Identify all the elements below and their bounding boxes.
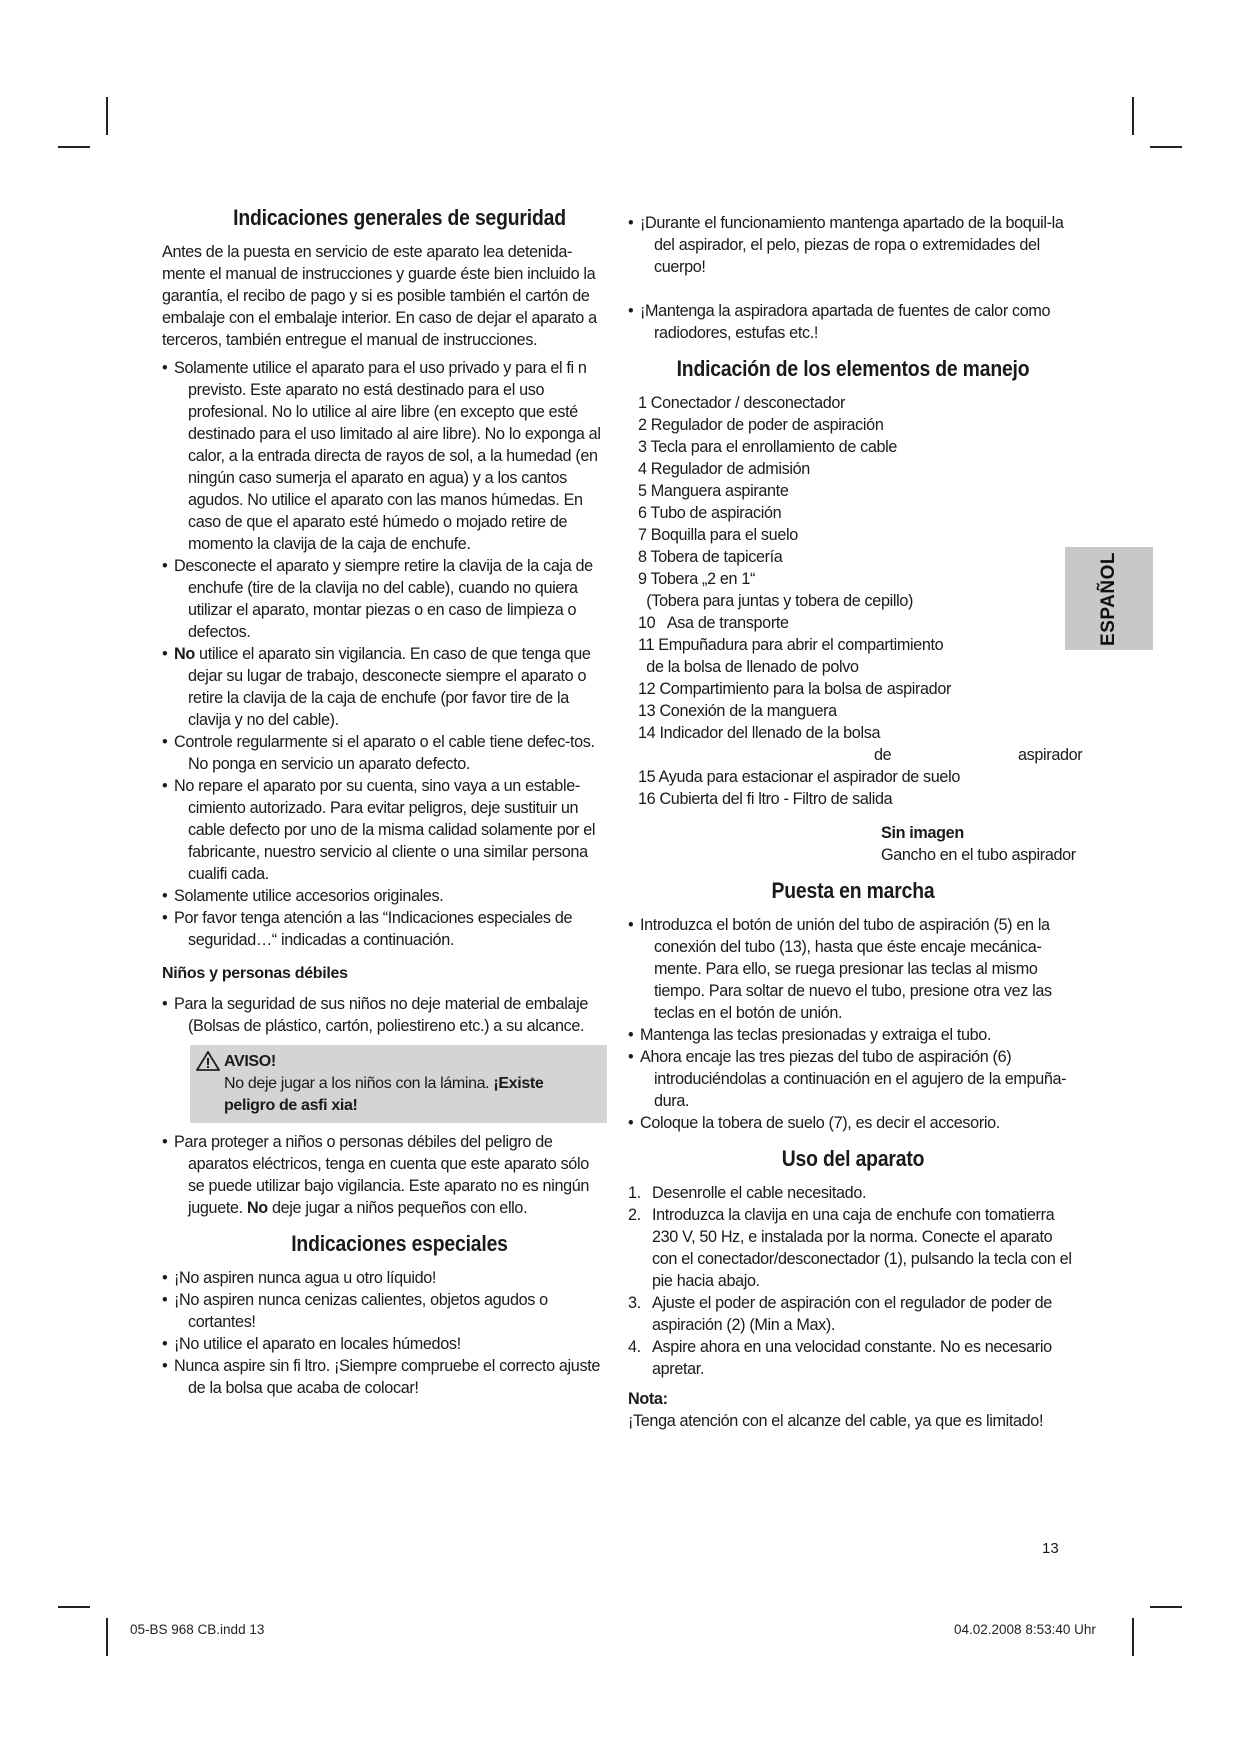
no-image-note bbox=[628, 822, 1078, 866]
start-list bbox=[628, 914, 1078, 1134]
list-item: 14 Indicador del llenado de la bolsa bbox=[638, 724, 881, 742]
step-text: Introduzca la clavija en una caja de enchufe con tomatierra 230 V, 50 Hz, e instalada por la norma. Conecte el aparato con el conectador/desconectador (1), pulsando la tecla con el pie hacia abajo. bbox=[652, 1206, 1072, 1290]
left-column bbox=[162, 205, 607, 1399]
list-item: • Mantenga las teclas presionadas y extraiga el tubo. bbox=[628, 1024, 1078, 1046]
list-item-text: Para proteger a niños o personas débiles del peligro de aparatos eléctricos, tenga en cuenta que este aparato sólo se puede utilizar bajo vigilancia. Este aparato no es ningún juguete. bbox=[174, 1133, 590, 1217]
list-item: • Ahora encaje las tres piezas del tubo de aspiración (6) introduciéndolas a continuación en el agujero de la empuña-dura. bbox=[628, 1046, 1078, 1112]
warning-bold: ¡Existe peligro de asfi xia! bbox=[224, 1075, 544, 1114]
crop-mark bbox=[58, 1606, 90, 1608]
warning-body bbox=[224, 1073, 597, 1117]
list-item-text: utilice el aparato sin vigilancia. En caso de que tenga que dejar su lugar de trabajo, desconecte siempre el aparato o retire la clavija de la caja de enchufe (por favor tire de la clavija y no del cable). bbox=[188, 645, 591, 729]
right-column bbox=[628, 212, 1083, 1432]
list-item: • ¡No utilice el aparato en locales húmedos! bbox=[162, 1333, 607, 1355]
general-safety-list bbox=[162, 357, 607, 951]
step-text: Aspire ahora en una velocidad constante. No es necesario apretar. bbox=[652, 1338, 1052, 1378]
list-item: (Tobera para juntas y tobera de cepillo) bbox=[638, 592, 914, 610]
list-item bbox=[628, 744, 1083, 766]
list-item: 10 Asa de transporte bbox=[638, 614, 789, 632]
crop-mark bbox=[1132, 97, 1134, 135]
list-item: 4 Regulador de admisión bbox=[638, 460, 810, 478]
general-safety-intro: Antes de la puesta en servicio de este aparato lea detenida-mente el manual de instrucciones y guarde éste bien incluido la garantía, el recibo de pago y si es posible también el cartón de embalaje con el embalaje interior. En caso de dejar el aparato a terceros, también entregue el manual de instrucciones. bbox=[162, 243, 597, 349]
list-item: 15 Ayuda para estacionar el aspirador de suelo bbox=[638, 768, 960, 786]
list-item: 11 Empuñadura para abrir el compartimiento bbox=[638, 636, 944, 654]
list-item: • Introduzca el botón de unión del tubo de aspiración (5) en la conexión del tubo (13), hasta que éste encaje mecánica-mente. Para ello, se ruega presionar las teclas al mismo tiempo. Para soltar de nuevo el tubo, presione otra vez las teclas en el botón de unión. bbox=[628, 914, 1078, 1024]
no-image-text: Gancho en el tubo aspirador bbox=[881, 846, 1076, 864]
page-number: 13 bbox=[1042, 1540, 1059, 1557]
footer-date: 04.02.2008 8:53:40 Uhr bbox=[954, 1622, 1096, 1637]
list-item bbox=[628, 1204, 1078, 1292]
start-heading: Puesta en marcha bbox=[771, 878, 935, 903]
list-item bbox=[162, 643, 607, 731]
language-tab-label: ESPAÑOL bbox=[1098, 551, 1119, 646]
step-text: Ajuste el poder de aspiración con el regulador de poder de aspiración (2) (Min a Max). bbox=[652, 1294, 1052, 1334]
list-item bbox=[628, 1182, 1078, 1204]
list-item: • Nunca aspire sin fi ltro. ¡Siempre compruebe el correcto ajuste de la bolsa que acaba de colocar! bbox=[162, 1355, 607, 1399]
controls-heading: Indicación de los elementos de manejo bbox=[676, 356, 1030, 381]
list-item: 2 Regulador de poder de aspiración bbox=[638, 416, 884, 434]
children-list bbox=[162, 993, 607, 1037]
step-number: 1. bbox=[628, 1184, 641, 1202]
control-14-de: de bbox=[874, 746, 892, 764]
bold-no: No bbox=[174, 645, 195, 663]
bold-no: No bbox=[246, 1199, 268, 1217]
list-item: 12 Compartimiento para la bolsa de aspirador bbox=[638, 680, 952, 698]
list-item: de la bolsa de llenado de polvo bbox=[638, 658, 859, 676]
list-item: 16 Cubierta del fi ltro - Filtro de salida bbox=[638, 790, 893, 808]
step-number: 2. bbox=[628, 1206, 641, 1224]
use-heading: Uso del aparato bbox=[781, 1146, 925, 1171]
note-text: ¡Tenga atención con el alcanze del cable, ya que es limitado! bbox=[628, 1412, 1044, 1430]
list-item bbox=[628, 1292, 1078, 1336]
language-side-tab bbox=[1065, 547, 1153, 650]
list-item: 13 Conexión de la manguera bbox=[638, 702, 837, 720]
list-item: 3 Tecla para el enrollamiento de cable bbox=[638, 438, 898, 456]
list-item bbox=[162, 1131, 607, 1219]
children-heading: Niños y personas débiles bbox=[162, 965, 348, 982]
control-14-aspirador: aspirador bbox=[1018, 746, 1083, 764]
crop-mark bbox=[106, 1618, 108, 1656]
crop-mark bbox=[1150, 146, 1182, 148]
general-safety-heading: Indicaciones generales de seguridad bbox=[233, 205, 566, 230]
list-item-text: deje jugar a niños pequeños con ello. bbox=[267, 1199, 528, 1217]
list-item: • Desconecte el aparato y siempre retire la clavija de la caja de enchufe (tire de la clavija no del cable), cuando no quiera utilizar el aparato, montar piezas o en caso de limpieza o defectos. bbox=[162, 555, 607, 643]
special-list bbox=[162, 1267, 607, 1399]
list-item: • ¡Durante el funcionamiento mantenga apartado de la boquil-la del aspirador, el pelo, piezas de ropa o extremidades del cuerpo! bbox=[628, 212, 1078, 278]
note-label: Nota: bbox=[628, 1390, 668, 1408]
list-item: • ¡No aspiren nunca cenizas calientes, objetos agudos o cortantes! bbox=[162, 1289, 607, 1333]
children-list-2 bbox=[162, 1131, 607, 1219]
crop-mark bbox=[1150, 1606, 1182, 1608]
controls-list bbox=[628, 392, 1083, 810]
use-steps bbox=[628, 1182, 1078, 1380]
warning-triangle-icon bbox=[196, 1051, 220, 1071]
list-item: • Solamente utilice el aparato para el uso privado y para el fi n previsto. Este aparato no está destinado para el uso profesional. No lo utilice al aire libre (en excepto que esté destinado para el uso limitado al aire libre). No lo exponga al calor, a la entrada directa de rayos de sol, a la humedad (en ningún caso sumerja el aparato en agua) y a los cantos agudos. No utilice el aparato con las manos húmedas. En caso de que el aparato esté húmedo o mojado retire de momento la clavija de la caja de enchufe. bbox=[162, 357, 607, 555]
crop-mark bbox=[1132, 1618, 1134, 1656]
step-number: 4. bbox=[628, 1338, 641, 1356]
list-item: • No repare el aparato por su cuenta, sino vaya a un estable-cimiento autorizado. Para evitar peligros, deje sustituir un cable defecto por uno de la misma calidad solamente por el fabricante, nuestro servicio al cliente o una similar persona cualifi cada. bbox=[162, 775, 607, 885]
crop-mark bbox=[58, 146, 90, 148]
step-text: Desenrolle el cable necesitado. bbox=[652, 1184, 867, 1202]
list-item bbox=[628, 1336, 1078, 1380]
list-item: • Por favor tenga atención a las “Indicaciones especiales de seguridad…“ indicadas a continuación. bbox=[162, 907, 607, 951]
list-item: • Controle regularmente si el aparato o el cable tiene defec-tos. No ponga en servicio un aparato defecto. bbox=[162, 731, 607, 775]
warning-text: No deje jugar a los niños con la lámina. bbox=[224, 1075, 494, 1092]
list-item: • Coloque la tobera de suelo (7), es decir el accesorio. bbox=[628, 1112, 1078, 1134]
list-item: 9 Tobera „2 en 1“ bbox=[638, 570, 756, 588]
warning-title-text: AVISO! bbox=[224, 1053, 276, 1070]
list-item: 5 Manguera aspirante bbox=[638, 482, 789, 500]
list-item: • Para la seguridad de sus niños no deje material de embalaje (Bolsas de plástico, cartón, poliestireno etc.) a su alcance. bbox=[162, 993, 607, 1037]
warning-title bbox=[224, 1051, 597, 1073]
step-number: 3. bbox=[628, 1294, 641, 1312]
footer-file: 05-BS 968 CB.indd 13 bbox=[130, 1622, 265, 1637]
list-item: • Solamente utilice accesorios originales. bbox=[162, 885, 607, 907]
top-bullets bbox=[628, 212, 1078, 344]
warning-box bbox=[190, 1045, 607, 1123]
crop-mark bbox=[106, 97, 108, 135]
list-item: 1 Conectador / desconectador bbox=[638, 394, 846, 412]
special-heading: Indicaciones especiales bbox=[291, 1231, 508, 1256]
list-item: 6 Tubo de aspiración bbox=[638, 504, 782, 522]
list-item: • ¡Mantenga la aspiradora apartada de fuentes de calor como radiodores, estufas etc.! bbox=[628, 300, 1078, 344]
list-item: 7 Boquilla para el suelo bbox=[638, 526, 798, 544]
no-image-label: Sin imagen bbox=[881, 824, 964, 842]
list-item: 8 Tobera de tapicería bbox=[638, 548, 783, 566]
list-item: • ¡No aspiren nunca agua u otro líquido! bbox=[162, 1267, 607, 1289]
